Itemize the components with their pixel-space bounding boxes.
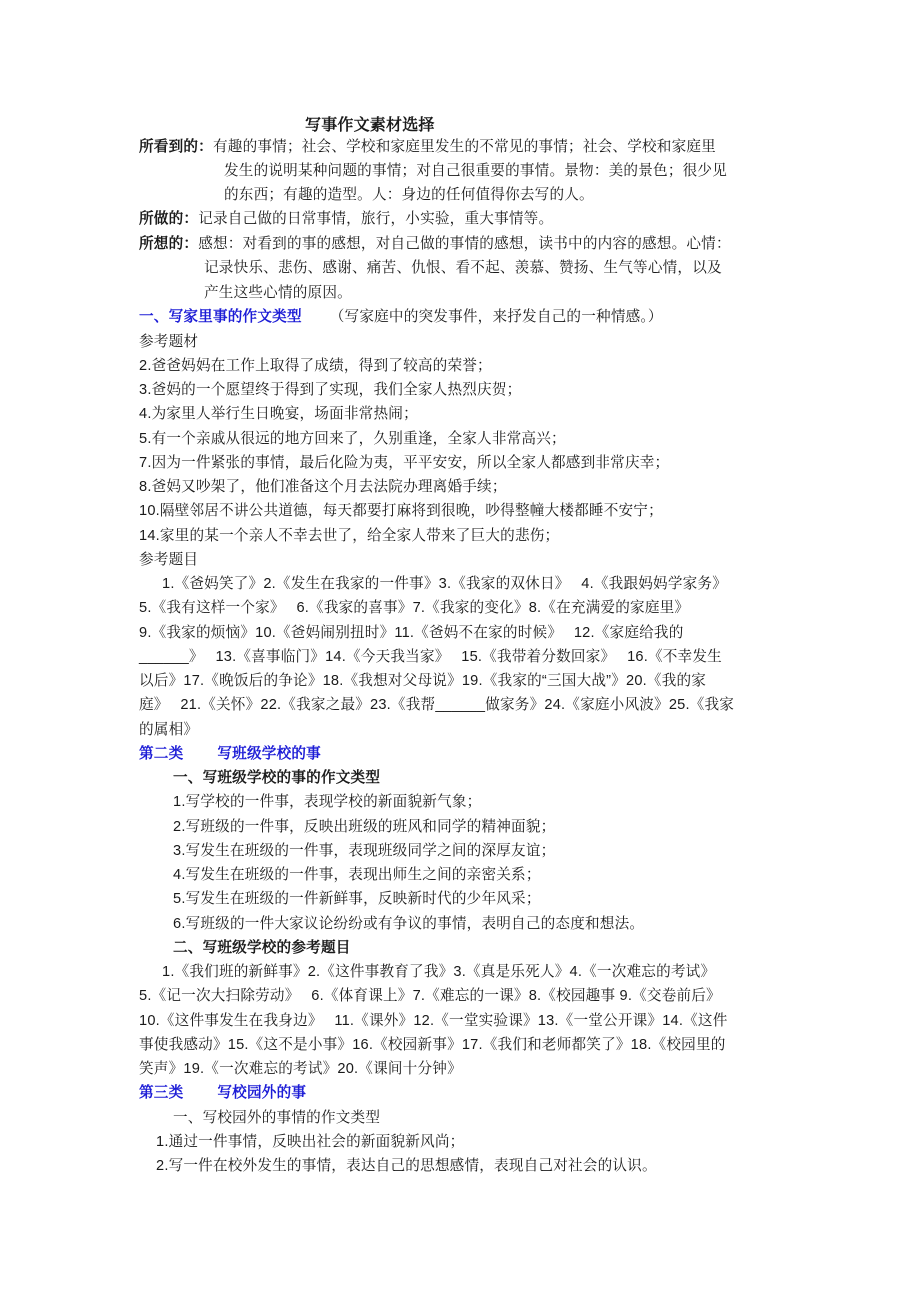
section2-heading-a: 第二类	[139, 745, 184, 762]
intro-thought	[139, 232, 731, 256]
type-item: 3.写发生在班级的一件事，表现班级同学之间的深厚友谊；	[173, 843, 556, 859]
topics-line: ______》 13.《喜事临门》14.《今天我当家》 15.《我带着分数回家》 16.《不幸发生	[139, 649, 722, 665]
intro-text: 有趣的事情；社会、学校和家庭里发生的不常见的事情；社会、学校和家庭里	[212, 138, 716, 155]
topics-line: 1.《我们班的新鲜事》2.《这件事教育了我》3.《真是乐死人》4.《一次难忘的考试》	[162, 964, 716, 980]
topics-line: 笑声》19.《一次难忘的考试》20.《课间十分钟》	[139, 1061, 462, 1077]
material-item: 4.为家里人举行生日晚宴，场面非常热闹；	[139, 406, 418, 422]
material-item: 8.爸妈又吵架了，他们准备这个月去法院办理离婚手续；	[139, 479, 507, 495]
material-item: 3.爸妈的一个愿望终于得到了实现，我们全家人热烈庆贺；	[139, 382, 522, 398]
topics-line: 事使我感动》15.《这不是小事》16.《校园新事》17.《我们和老师都笑了》18.《校园里的	[139, 1037, 726, 1053]
material-item: 10.隔壁邻居不讲公共道德，每天都要打麻将到很晚，吵得整幢大楼都睡不安宁；	[139, 503, 663, 519]
section1-note: （写家庭中的突发事件，来抒发自己的一种情感。）	[329, 308, 663, 325]
type-item: 6.写班级的一件大家议论纷纷或有争议的事情，表明自己的态度和想法。	[173, 916, 645, 932]
section2-heading	[139, 742, 321, 766]
intro-label: 所想的：	[139, 235, 199, 252]
topics-label: 参考题目	[139, 551, 199, 568]
section2-subheading: 二、写班级学校的参考题目	[173, 939, 351, 956]
intro-text: 发生的说明某种问题的事情；对自己很重要的事情。景物：美的景色；很少见	[224, 162, 727, 179]
intro-text: 产生这些心情的原因。	[204, 284, 352, 301]
topics-line: 5.《记一次大扫除劳动》 6.《体育课上》7.《难忘的一课》8.《校园趣事 9.《交卷前后》	[139, 988, 721, 1004]
intro-text: 记录快乐、悲伤、感谢、痛苦、仇恨、看不起、羡慕、赞扬、生气等心情，以及	[204, 259, 722, 276]
section3-heading-a: 第三类	[139, 1084, 184, 1101]
section1-heading: 一、写家里事的作文类型	[139, 308, 302, 325]
intro-label: 所看到的：	[139, 138, 213, 155]
type-item: 1.写学校的一件事，表现学校的新面貌新气象；	[173, 794, 482, 810]
intro-seen	[139, 135, 716, 159]
topics-line: 9.《我家的烦恼》10.《爸妈闹别扭时》11.《爸妈不在家的时候》 12.《家庭给我的	[139, 625, 684, 641]
section3-subheading: 一、写校园外的事情的作文类型	[173, 1109, 381, 1126]
page-title: 写事作文素材选择	[305, 115, 435, 134]
topics-line: 的属相》	[139, 722, 199, 738]
type-item: 4.写发生在班级的一件事，表现出师生之间的亲密关系；	[173, 867, 541, 883]
material-item: 2.爸爸妈妈在工作上取得了成绩，得到了较高的荣誉；	[139, 358, 492, 374]
type-item: 5.写发生在班级的一件新鲜事，反映新时代的少年风采；	[173, 891, 541, 907]
type-item: 1.通过一件事情，反映出社会的新面貌新风尚；	[156, 1134, 465, 1150]
section3-heading-b: 写校园外的事	[217, 1084, 307, 1101]
section2-subheading: 一、写班级学校的事的作文类型	[173, 769, 381, 786]
section3-heading	[139, 1081, 306, 1105]
topics-line: 以后》17.《晚饭后的争论》18.《我想对父母说》19.《我家的“三国大战”》20.《我的家	[139, 673, 707, 689]
topics-line: 庭》 21.《关怀》22.《我家之最》23.《我帮______做家务》24.《家庭小风波》25.《我家	[139, 697, 735, 713]
type-item: 2.写一件在校外发生的事情，表达自己的思想感情，表现自己对社会的认识。	[156, 1158, 657, 1174]
type-item: 2.写班级的一件事，反映出班级的班风和同学的精神面貌；	[173, 819, 556, 835]
intro-text: 的东西；有趣的造型。人：身边的任何值得你去写的人。	[224, 186, 594, 203]
topics-line: 1.《爸妈笑了》2.《发生在我家的一件事》3.《我家的双休日》 4.《我跟妈妈学家务》	[162, 576, 728, 592]
section2-heading-b: 写班级学校的事	[217, 745, 321, 762]
material-item: 7.因为一件紧张的事情，最后化险为夷，平平安安，所以全家人都感到非常庆幸；	[139, 455, 670, 471]
intro-text: 记录自己做的日常事情，旅行，小实验，重大事情等。	[198, 210, 554, 227]
section1-heading-row	[139, 305, 663, 329]
topics-line: 5.《我有这样一个家》 6.《我家的喜事》7.《我家的变化》8.《在充满爱的家庭里》	[139, 600, 690, 616]
materials-label: 参考题材	[139, 333, 199, 350]
material-item: 5.有一个亲戚从很远的地方回来了，久别重逢，全家人非常高兴；	[139, 431, 566, 447]
topics-line: 10.《这件事发生在我身边》 11.《课外》12.《一堂实验课》13.《一堂公开课》14.《这件	[139, 1013, 728, 1029]
intro-text: 感想：对看到的事的感想，对自己做的事情的感想，读书中的内容的感想。心情：	[198, 235, 731, 252]
material-item: 14.家里的某一个亲人不幸去世了，给全家人带来了巨大的悲伤；	[139, 528, 560, 544]
intro-done	[139, 207, 553, 231]
intro-label: 所做的：	[139, 210, 199, 227]
